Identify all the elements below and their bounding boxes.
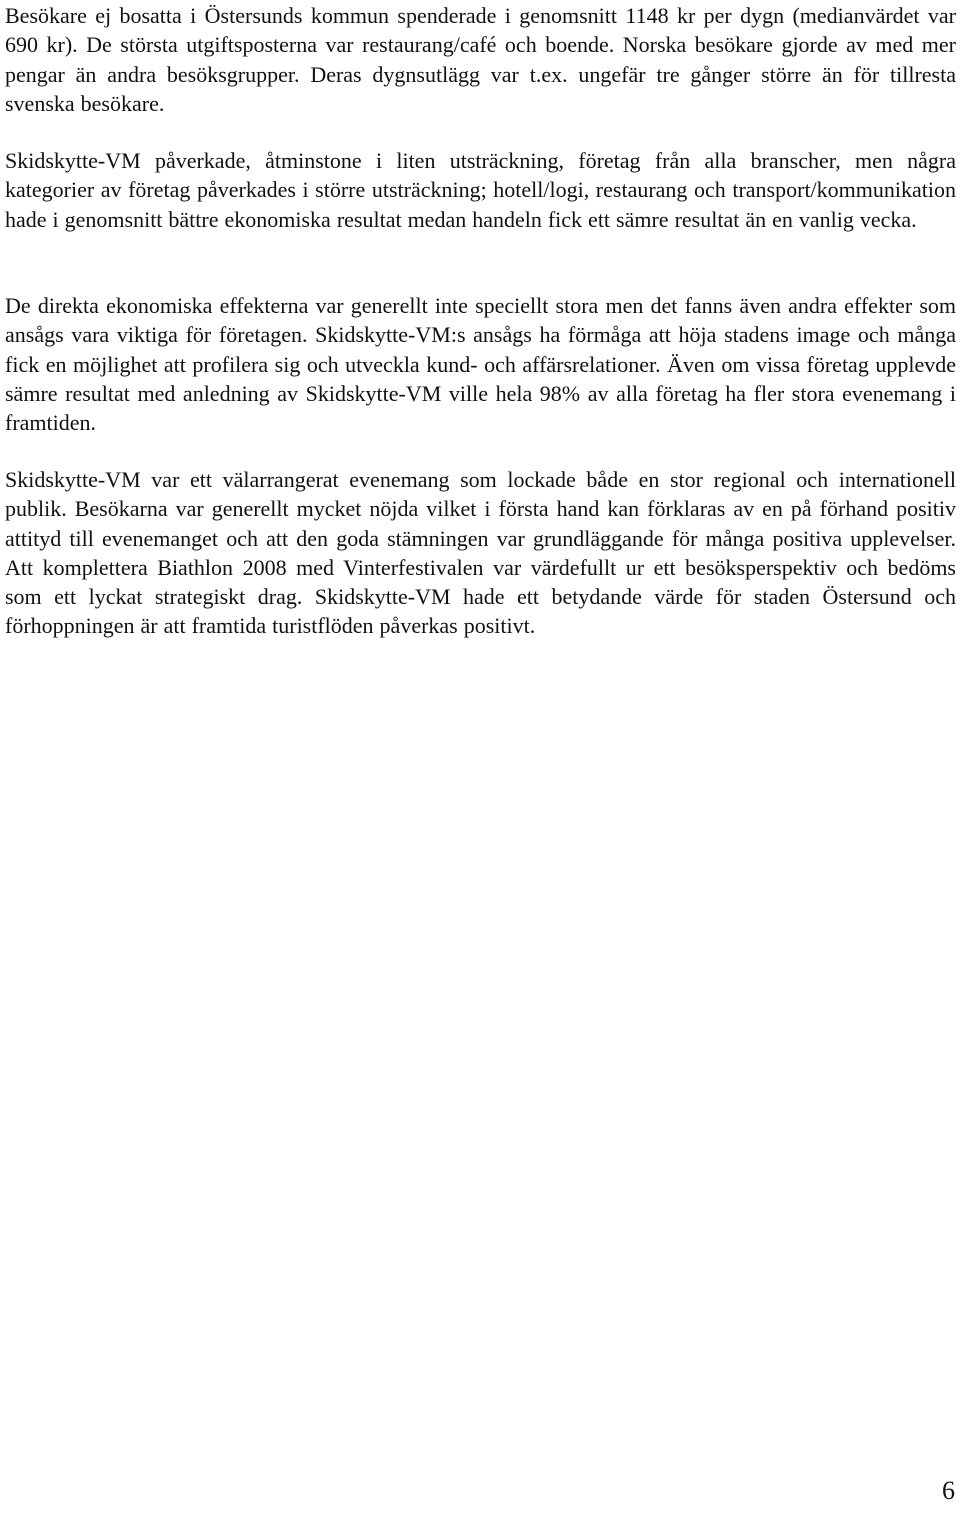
paragraph-visitor-spending: Besökare ej bosatta i Östersunds kommun spenderade i genomsnitt 1148 kr per dygn (medianvärdet var 690 kr). De största utgiftsposterna var restaurang/café och boende. Norska besökare gjorde av med mer pengar än andra besöksgrupper. Deras dygnsutlägg var t.ex. ungefär tre gånger större än för tillresta svenska besökare.: [5, 3, 956, 116]
paragraph-economic-effects: De direkta ekonomiska effekterna var generellt inte speciellt stora men det fanns även andra effekter som ansågs vara viktiga för företagen. Skidskytte-VM:s ansågs ha förmåga att höja stadens image och många fick en möjlighet att profilera sig och utveckla kund- och affärsrelationer. Även om vissa företag upplevde sämre resultat med anledning av Skidskytte-VM ville hela 98% av alla företag ha fler stora evenemang i framtiden.: [5, 293, 956, 436]
page-number: 6: [942, 1476, 955, 1505]
paragraph-business-impact: Skidskytte-VM påverkade, åtminstone i liten utsträckning, företag från alla branscher, men några kategorier av företag påverkades i större utsträckning; hotell/logi, restaurang och transport/kommunikation hade i genomsnitt bättre ekonomiska resultat medan handeln fick ett sämre resultat än en vanlig vecka.: [5, 148, 956, 232]
paragraph-event-summary: Skidskytte-VM var ett välarrangerat evenemang som lockade både en stor regional och internationell publik. Besökarna var generellt mycket nöjda vilket i första hand kan förklaras av en på förhand positiv attityd till evenemanget och att den goda stämningen var grundläggande för många positiva upplevelser. Att komplettera Biathlon 2008 med Vinterfestivalen var värdefullt ur ett besöksperspektiv och bedöms som ett lyckat strategiskt drag. Skidskytte-VM hade ett betydande värde för staden Östersund och förhoppningen är att framtida turistflöden påverkas positivt.: [5, 467, 956, 639]
